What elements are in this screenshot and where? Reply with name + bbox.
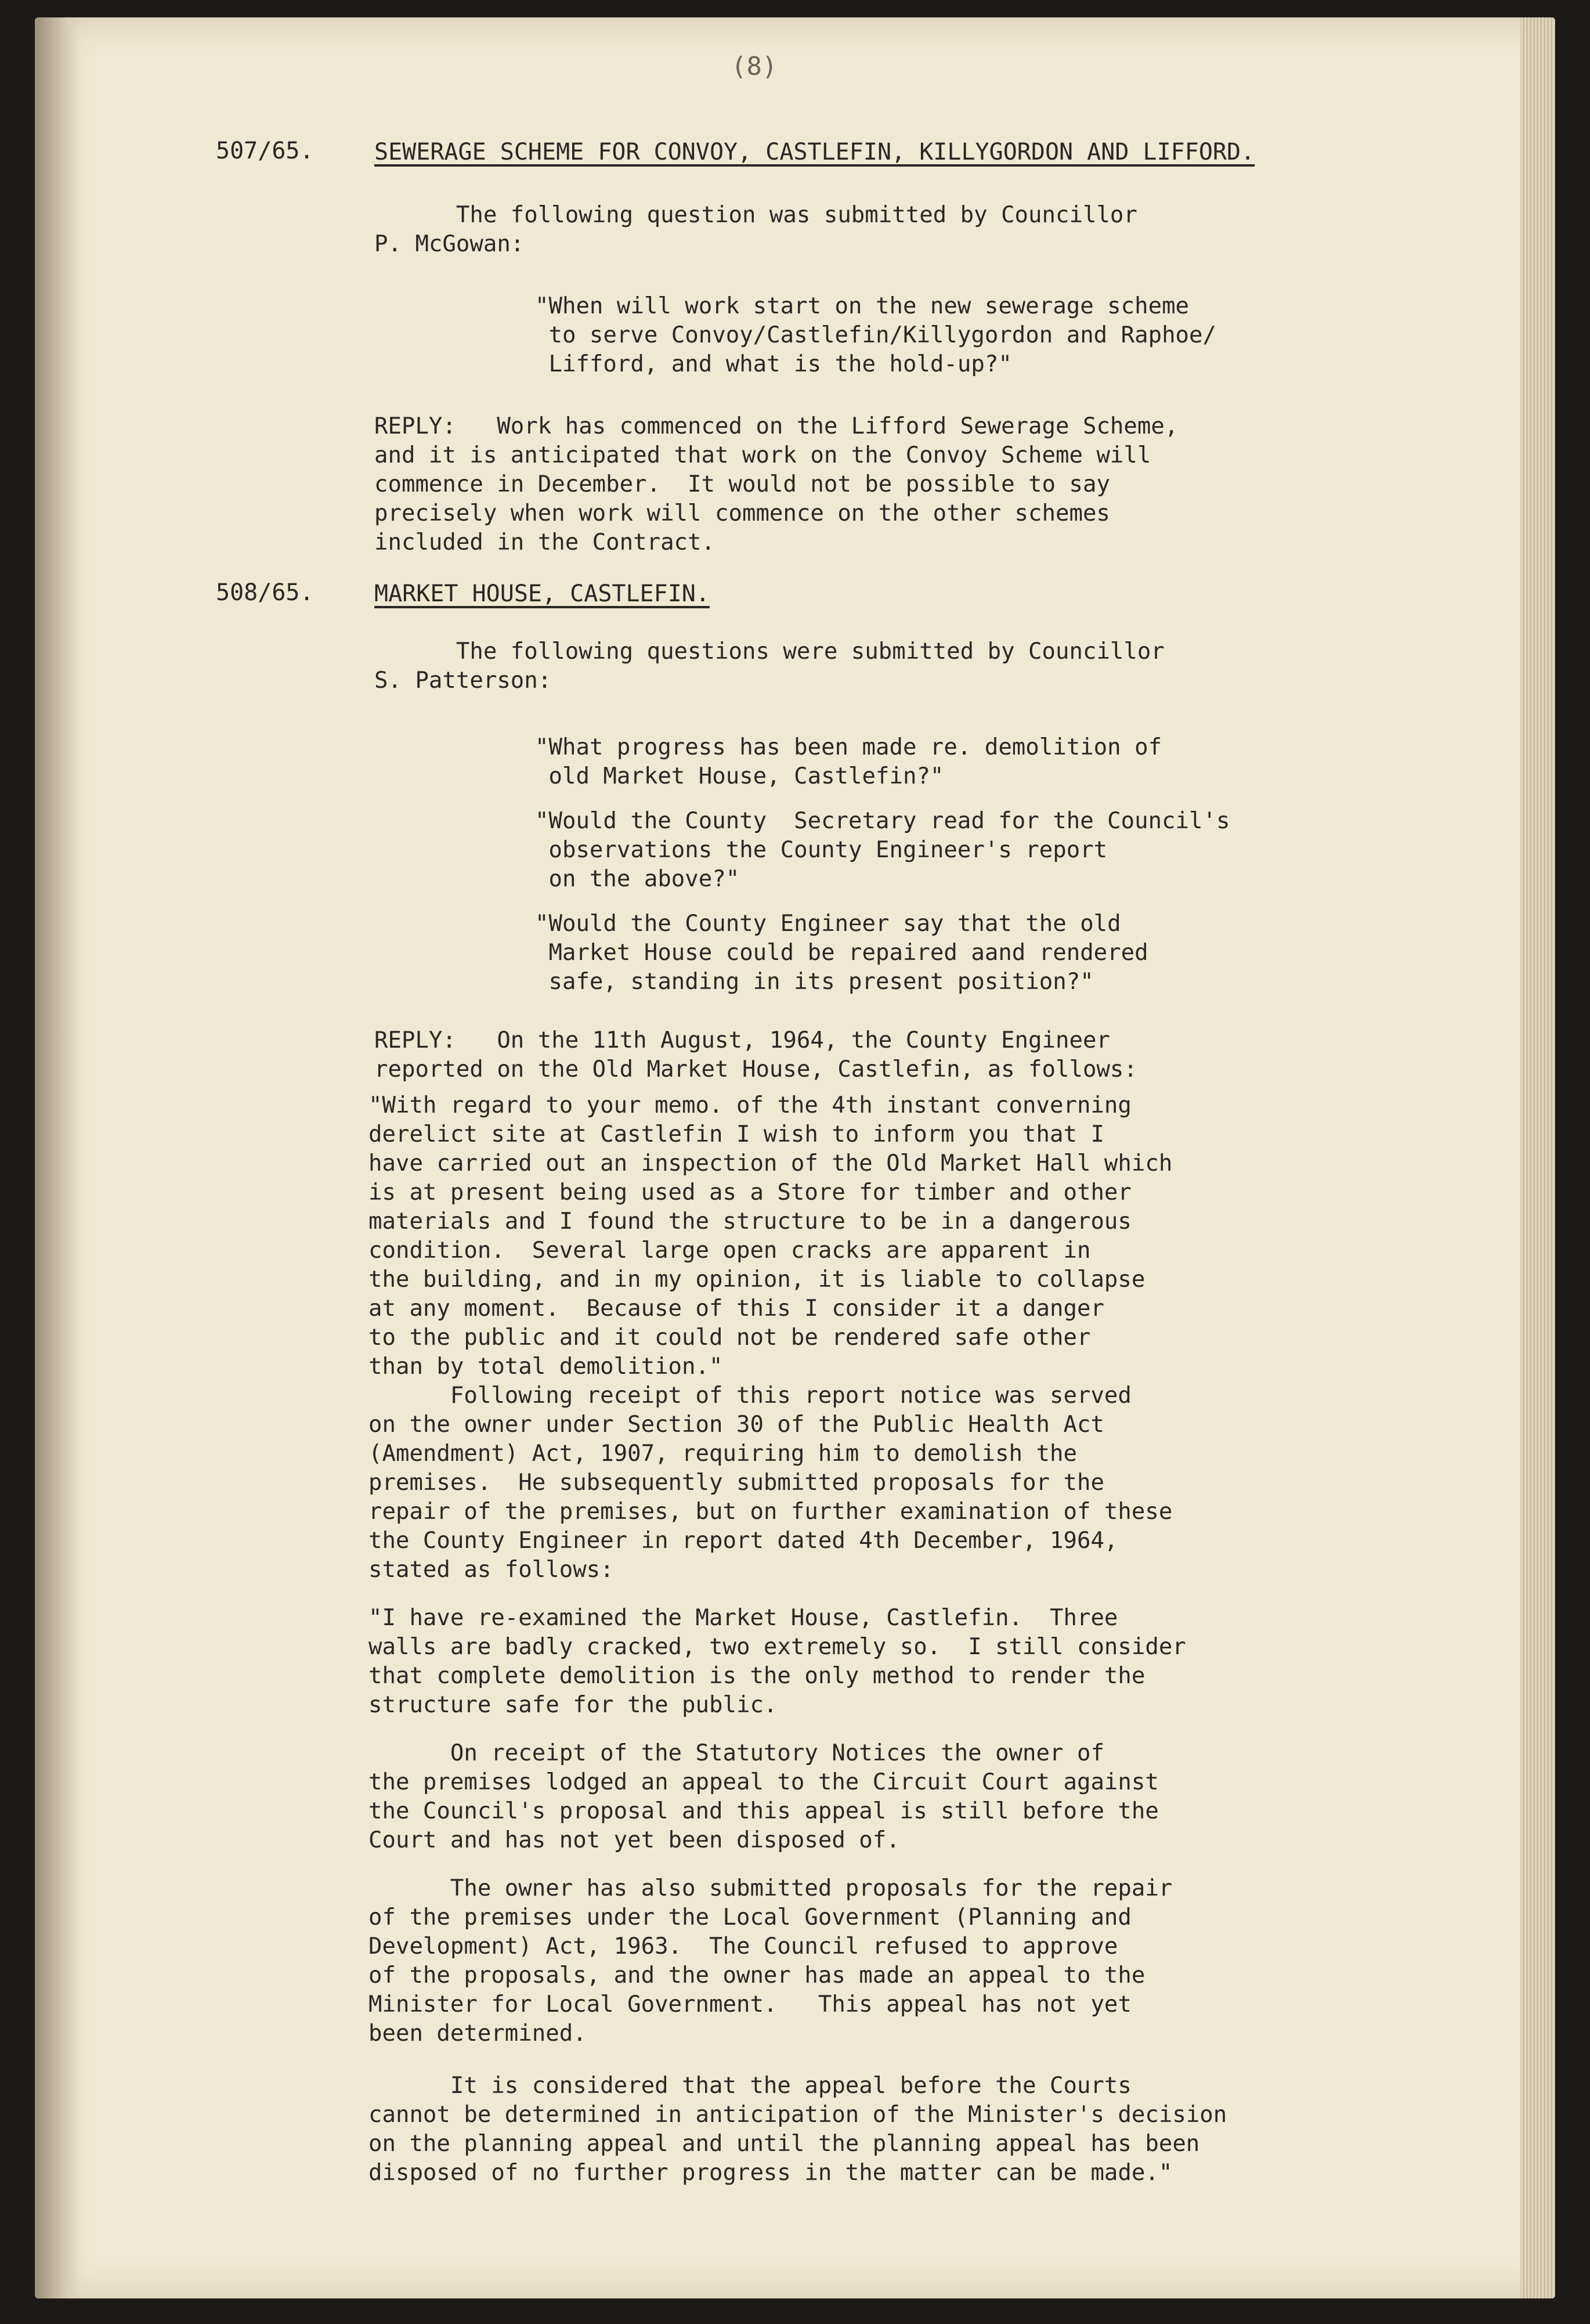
intro-paragraph-508: The following questions were submitted by Councillor S. Patterson: (374, 638, 1165, 694)
page-number: (8) (731, 52, 778, 81)
reply-507: REPLY: Work has commenced on the Lifford Sewerage Scheme, and it is anticipated that work on the Convoy Scheme will commence in December. It would not be possible to say precisely when work will commence on the other schemes included in the Contract. (374, 413, 1179, 555)
document-page (35, 17, 1555, 2298)
heading-sewerage-scheme: SEWERAGE SCHEME FOR CONVOY, CASTLEFIN, KILLYGORDON AND LIFFORD. (374, 139, 1255, 165)
paragraph-appeal-conclusion: It is considered that the appeal before the Courts cannot be determined in anticipation of the Minister's decision on the planning appeal and until the planning appeal has been disposed of no further progress in the matter can be made." (368, 2073, 1227, 2186)
document-text (35, 17, 1555, 2298)
paragraph-planning-proposals: The owner has also submitted proposals for the repair of the premises under the Local Government (Planning and Development) Act, 1963. The Council refused to approve of the proposals, and the owner has made an appeal to the Minister for Local Government. This appeal has not yet been determined. (368, 1875, 1173, 2047)
question-508-1: "What progress has been made re. demolition of old Market House, Castlefin?" (535, 734, 1162, 789)
question-508-3: "Would the County Engineer say that the old Market House could be repaired aand rendered safe, standing in its present position?" (535, 911, 1148, 995)
minute-number-508: 508/65. (216, 579, 314, 606)
reply-508: REPLY: On the 11th August, 1964, the County Engineer reported on the Old Market House, Castlefin, as follows: (374, 1027, 1137, 1082)
engineer-report-1964-december: "I have re-examined the Market House, Castlefin. Three walls are badly cracked, two extremely so. I still consider that complete demolition is the only method to render the structure safe for the public. (368, 1605, 1186, 1718)
heading-market-house: MARKET HOUSE, CASTLEFIN. (374, 580, 710, 607)
engineer-report-1964-august: "With regard to your memo. of the 4th instant converning derelict site at Castlefin I wish to inform you that I have carried out an inspection of the Old Market Hall which is at present being used as a Store for timber and other materials and I found the structure to be in a dangerous condition. Several large open cracks are apparent in the building, and in my opinion, it is liable to collapse at any moment. Because of this I consider it a danger to the public and it could not be rendered safe other than by total demolition." (368, 1092, 1173, 1380)
minute-number-507: 507/65. (216, 138, 314, 164)
intro-paragraph-507: The following question was submitted by Councillor P. McGowan: (374, 202, 1137, 257)
paragraph-following-receipt: Following receipt of this report notice was served on the owner under Section 30 of the Public Health Act (Amendment) Act, 1907, requiring him to demolish the premises. He subsequently submitted proposals for the repair of the premises, but on further examination of these the County Engineer in report dated 4th December, 1964, stated as follows: (368, 1383, 1173, 1583)
question-507: "When will work start on the new sewerage scheme to serve Convoy/Castlefin/Killygordon and Raphoe/ Lifford, and what is the hold-up?" (535, 293, 1216, 377)
paragraph-statutory-notices: On receipt of the Statutory Notices the owner of the premises lodged an appeal to the Circuit Court against the Council's proposal and this appeal is still before the Court and has not yet been disposed of. (368, 1740, 1159, 1853)
question-508-2: "Would the County Secretary read for the Council's observations the County Engineer's report on the above?" (535, 808, 1230, 892)
